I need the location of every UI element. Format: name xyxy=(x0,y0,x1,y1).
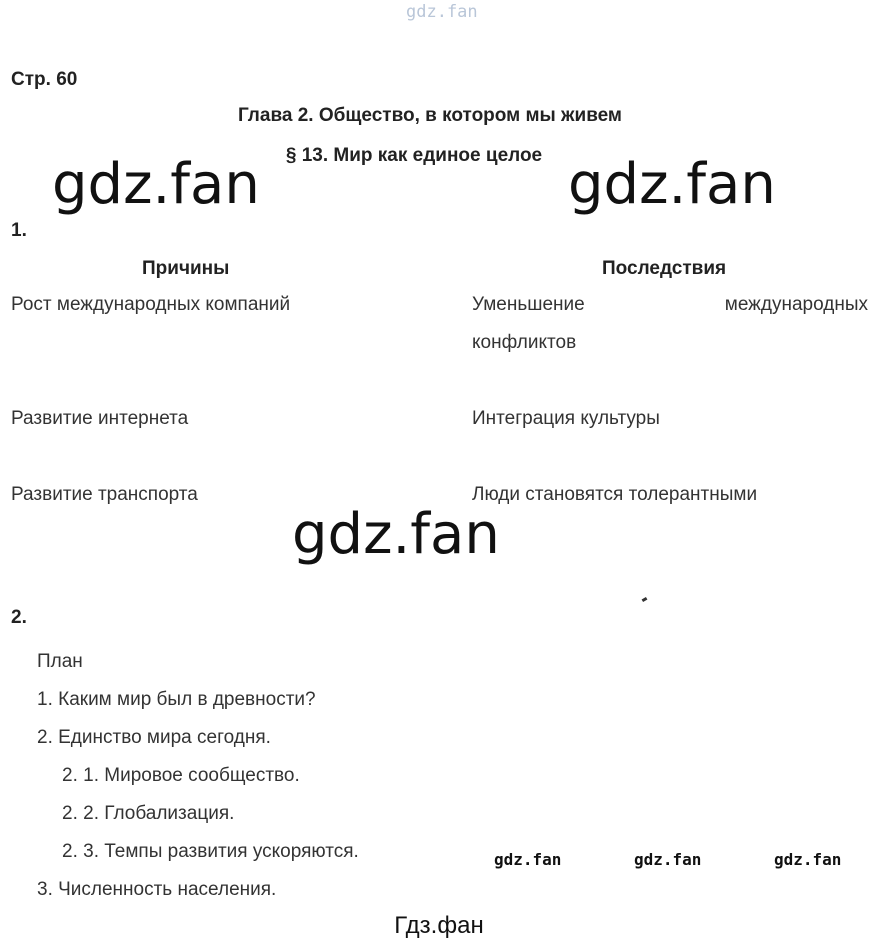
task-2-number: 2. xyxy=(11,607,27,628)
plan-title: План xyxy=(37,651,83,672)
cause-2: Развитие интернета xyxy=(11,408,189,429)
chapter-title: Глава 2. Общество, в котором мы живем xyxy=(237,105,622,126)
plan-item-2-1: 2. 1. Мировое сообщество. xyxy=(62,765,300,786)
page-number: Стр. 60 xyxy=(11,69,78,90)
watermark-large-left: gdz.fan xyxy=(52,152,260,217)
stray-mark xyxy=(642,597,648,602)
task-1-number: 1. xyxy=(11,220,27,241)
watermark-small-1: gdz.fan xyxy=(494,850,562,869)
effect-1-line-2: конфликтов xyxy=(472,332,577,353)
plan-item-2: 2. Единство мира сегодня. xyxy=(37,727,271,748)
watermark-small-3: gdz.fan xyxy=(774,850,842,869)
cause-1: Рост международных компаний xyxy=(11,294,291,315)
plan-item-3: 3. Численность населения. xyxy=(37,879,277,900)
effects-header: Последствия xyxy=(602,258,727,279)
causes-header: Причины xyxy=(142,258,230,279)
watermark-large-center: gdz.fan xyxy=(292,502,500,567)
effect-2: Интеграция культуры xyxy=(472,408,660,429)
plan-item-1: 1. Каким мир был в древности? xyxy=(37,689,316,710)
effect-3: Люди становятся толерантными xyxy=(472,484,758,505)
watermark-small-2: gdz.fan xyxy=(634,850,702,869)
watermark-top: gdz.fan xyxy=(406,2,478,22)
plan-item-2-3: 2. 3. Темпы развития ускоряются. xyxy=(62,841,359,862)
watermark-large-right: gdz.fan xyxy=(568,152,776,217)
plan-item-2-2: 2. 2. Глобализация. xyxy=(62,803,235,824)
effect-1-line-1: Уменьшение международных xyxy=(472,294,868,315)
section-title: § 13. Мир как единое целое xyxy=(285,145,543,166)
cause-3: Развитие транспорта xyxy=(11,484,198,505)
watermark-bottom: Гдз.фан xyxy=(394,912,484,939)
